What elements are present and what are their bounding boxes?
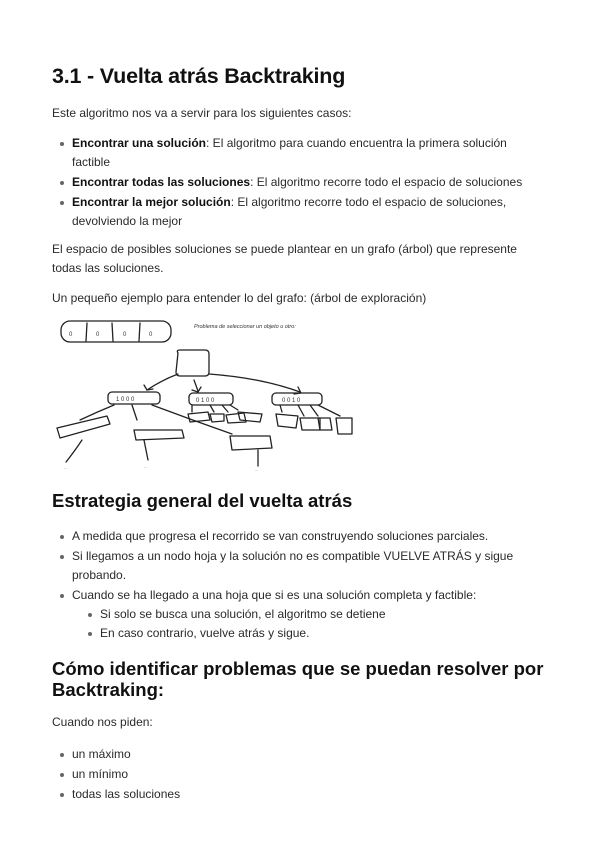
sketch-top-array xyxy=(61,321,171,342)
sketch-note: Problema de seleccionar un objeto u otro: xyxy=(194,324,296,330)
sketch-array-cell: 0 xyxy=(69,332,73,338)
case-bold: Encontrar todas las soluciones xyxy=(72,175,251,189)
case-bold: Encontrar una solución xyxy=(72,136,207,150)
list-item: Si solo se busca una solución, el algoritmo se detiene xyxy=(72,605,532,624)
sketch-node-label: 0 1 0 0 xyxy=(196,398,215,404)
exploration-tree-sketch xyxy=(52,312,362,472)
sketch-root-node xyxy=(176,350,209,376)
identify-list xyxy=(52,745,532,805)
sketch-leaf-mark: ... xyxy=(64,465,68,470)
case-text: : El algoritmo recorre todo el espacio de soluciones xyxy=(250,175,523,189)
intro-paragraph: Este algoritmo nos va a servir para los siguientes casos: xyxy=(52,106,352,120)
list-item: Si llegamos a un nodo hoja y la solución no es compatible VUELVE ATRÁS y sigue probando. xyxy=(52,547,532,585)
list-item xyxy=(52,134,532,172)
sketch-node-label: 0 0 1 0 xyxy=(282,398,301,404)
strategy-item-text: Cuando se ha llegado a una hoja que si es una solución completa y factible: xyxy=(72,588,477,602)
sketch-array-cell: 0 xyxy=(123,332,127,338)
example-paragraph: Un pequeño ejemplo para entender lo del grafo: (árbol de exploración) xyxy=(52,291,427,305)
list-item xyxy=(52,586,532,643)
list-item xyxy=(52,173,532,192)
identify-heading: Cómo identificar problemas que se puedan resolver por Backtraking: xyxy=(52,658,544,700)
case-text: : El algoritmo recorre todo el espacio de soluciones, devolviendo la mejor xyxy=(72,195,507,228)
case-bold: Encontrar la mejor solución xyxy=(72,195,231,209)
list-item: A medida que progresa el recorrido se van construyendo soluciones parciales. xyxy=(52,527,532,546)
strategy-heading: Estrategia general del vuelta atrás xyxy=(52,490,353,511)
sketch-leaf-mark: ... xyxy=(255,467,259,472)
identify-intro: Cuando nos piden: xyxy=(52,715,153,729)
list-item: un mínimo xyxy=(52,765,532,784)
case-text: : El algoritmo para cuando encuentra la primera solución factible xyxy=(72,136,507,169)
space-paragraph: El espacio de posibles soluciones se puede plantear en un grafo (árbol) que represente todas las soluciones. xyxy=(52,242,517,275)
sketch-node-label: 1 0 0 0 xyxy=(116,397,135,403)
sketch-array-cell: 0 xyxy=(96,332,100,338)
list-item xyxy=(52,193,532,231)
list-item: todas las soluciones xyxy=(52,785,532,804)
sketch-leaf-mark: ... xyxy=(144,464,148,469)
strategy-sub-list xyxy=(72,605,532,643)
list-item: un máximo xyxy=(52,745,532,764)
sketch-array-cell: 0 xyxy=(149,332,153,338)
cases-list xyxy=(52,134,532,232)
strategy-list xyxy=(52,527,532,644)
list-item: En caso contrario, vuelve atrás y sigue. xyxy=(72,624,532,643)
page-title: 3.1 - Vuelta atrás Backtraking xyxy=(52,64,346,88)
